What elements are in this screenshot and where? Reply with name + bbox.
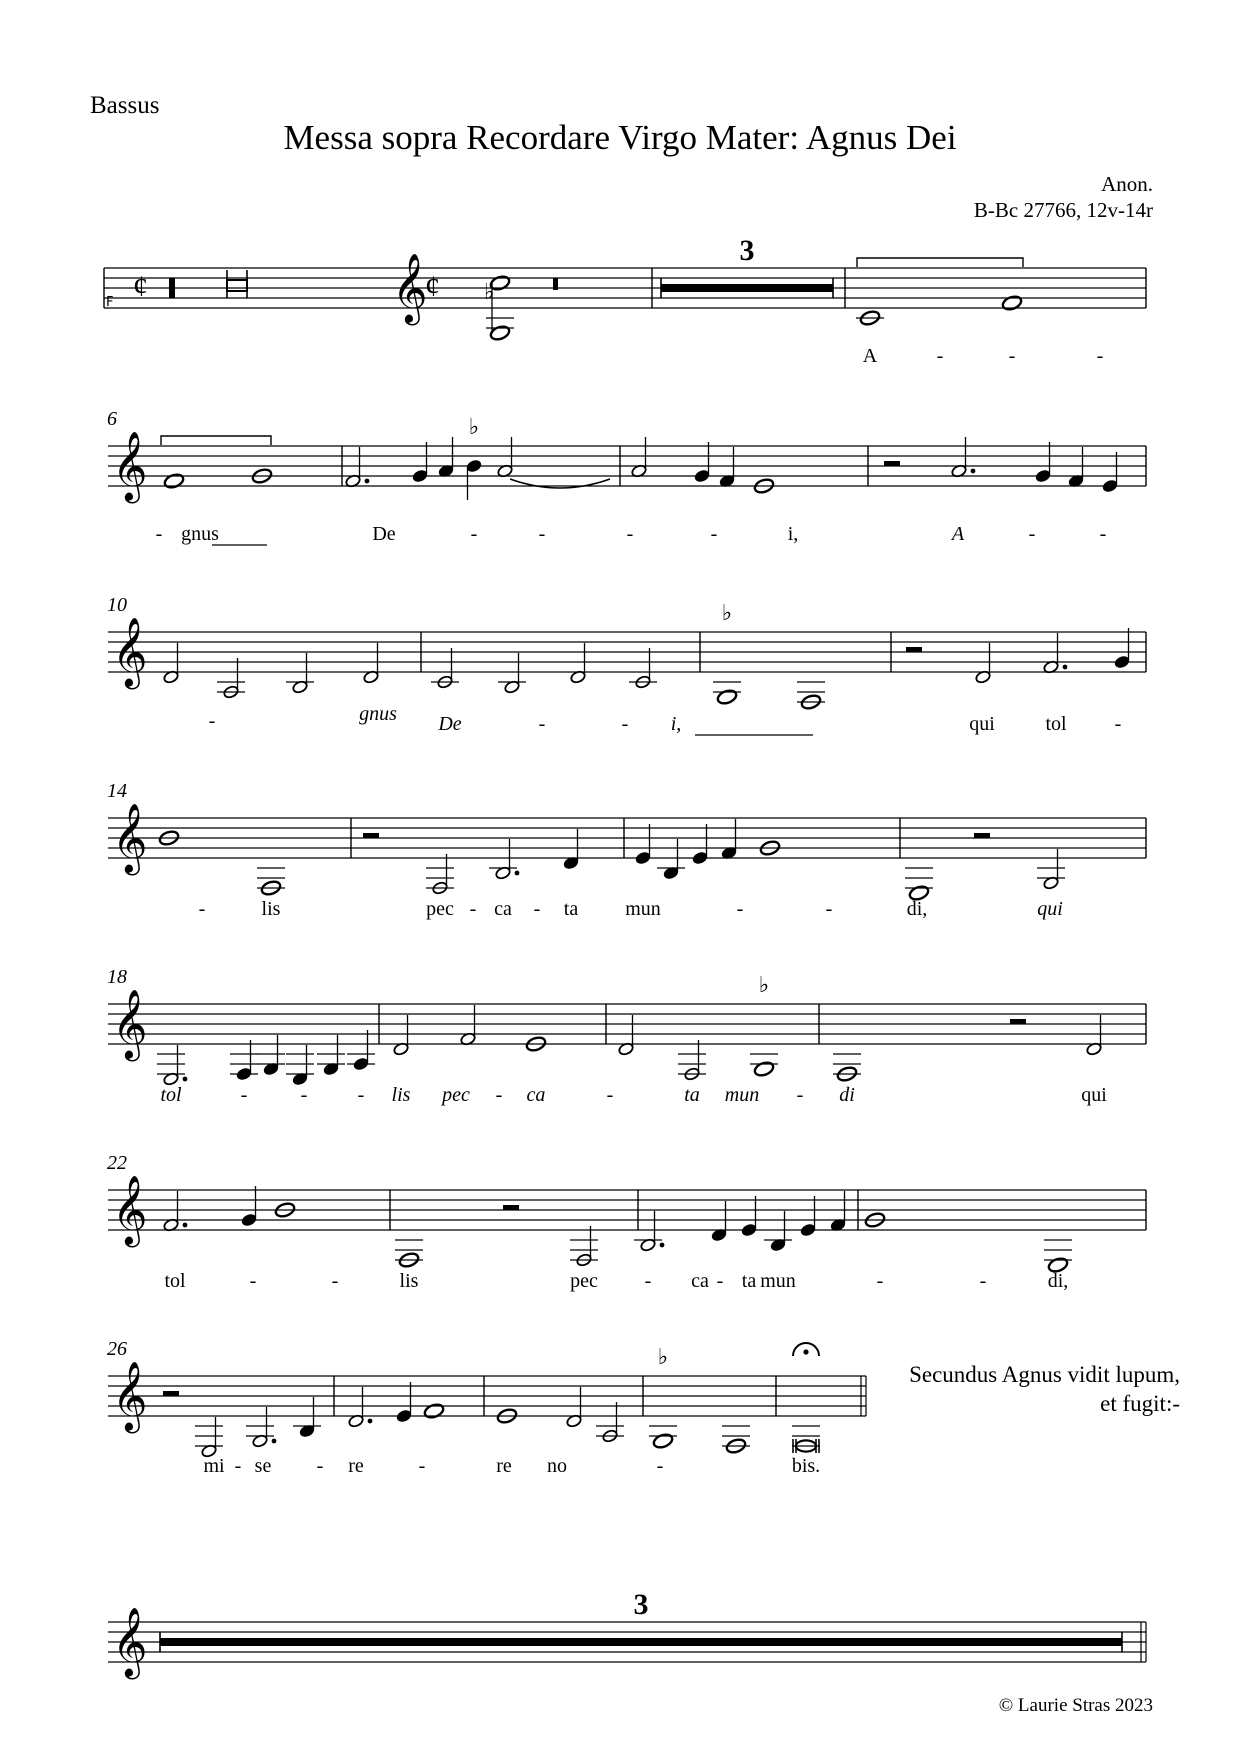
measure-number: 14 [107,780,127,802]
augmentation-dot [183,1077,188,1082]
lyric-syllable: tol [1045,713,1067,735]
lyric-syllable: - [710,523,718,545]
lyric-syllable: - [538,713,546,735]
lyric-syllable: di [839,1084,855,1106]
treble-clef: 𝄞 [112,803,148,873]
whole-note [716,688,738,705]
measure-number: 10 [107,594,127,616]
whole-note [753,1060,775,1077]
lyric-syllable: - [606,1084,614,1106]
treble-clef: 𝄞 [112,1361,148,1431]
half-rest [1010,1019,1026,1024]
half-rest [163,1391,179,1396]
treble-clef: 𝄞 [112,1175,148,1245]
flat-sign: ♭ [484,280,495,305]
half-rest [503,1205,519,1210]
half-rest [906,647,922,652]
time-signature: ¢ [133,270,148,303]
ligature-bracket [161,436,271,445]
measure-number: 18 [107,966,127,988]
incipit-rest [169,278,175,298]
whole-note [423,1402,445,1419]
treble-clef: 𝄞 [112,989,148,1059]
lyric-syllable: - [418,1455,426,1477]
whole-note [1001,294,1023,311]
lyric-syllable: - [316,1455,324,1477]
treble-clef: 𝄞 [112,1607,148,1677]
treble-clef: 𝄞 [112,617,148,687]
multi-measure-rest [160,1638,1122,1646]
copyright: © Laurie Stras 2023 [998,1695,1153,1716]
lyric-syllable: mi [203,1455,225,1477]
multi-measure-rest [661,284,833,292]
lyric-syllable: - [1114,713,1122,735]
lyric-syllable: - [470,523,478,545]
lyric-syllable: - [331,1270,339,1292]
lyric-syllable: ta [741,1270,757,1292]
lyric-syllable: lis [391,1084,411,1106]
lyric-syllable: di, [906,898,928,920]
half-rest [884,461,900,466]
lyric-syllable: - [626,523,634,545]
measure-number: 26 [107,1338,127,1360]
half-rest [974,833,990,838]
source-reference: B-Bc 27766, 12v-14r [973,198,1153,222]
lyric-syllable: - [249,1270,257,1292]
lyric-syllable: - [736,898,744,920]
augmentation-dot [368,1419,373,1424]
lyric-syllable: ta [563,898,579,920]
breve-rest [553,278,558,290]
closing-note-line-1: Secundus Agnus vidit lupum, [909,1362,1180,1387]
lyric-syllable: - [300,1084,308,1106]
lyric-syllable: qui [1037,898,1063,920]
lyric-syllable: - [469,898,477,920]
lyric-syllable: - [796,1084,804,1106]
incipit-breve [227,280,247,291]
ficta-flat: ♭ [758,973,770,998]
treble-clef: 𝄞 [112,431,148,501]
lyric-syllable: A [951,523,965,545]
lyric-syllable: ca [691,1270,709,1292]
augmentation-dot [515,871,520,876]
lyric-syllable: - [621,713,629,735]
whole-note [163,472,185,489]
lyric-syllable: - [936,345,944,367]
lyric-syllable: - [538,523,546,545]
lyric-syllable: - [234,1455,242,1477]
lyric-syllable: gnus [359,703,397,725]
lyric-syllable: - [208,710,216,732]
fermata-dot [803,1349,808,1354]
measure-number: 22 [107,1152,127,1174]
lyric-syllable: - [644,1270,652,1292]
ligature-bracket [857,258,1023,267]
lyric-syllable: mun [760,1270,796,1292]
lyric-syllable: ca [494,898,512,920]
lyric-syllable: lis [399,1270,419,1292]
lyric-syllable: i, [787,523,799,545]
lyric-syllable: mun [625,898,661,920]
piece-title: Messa sopra Recordare Virgo Mater: Agnus Dei [283,118,957,157]
lyric-syllable: - [825,898,833,920]
lyric-syllable: tol [164,1270,186,1292]
half-rest [363,833,379,838]
augmentation-dot [1063,665,1068,670]
whole-note [652,1432,674,1449]
lyric-syllable: ca [526,1084,546,1106]
ficta-flat: ♭ [721,601,733,626]
lyric-syllable: - [656,1455,664,1477]
lyric-syllable: De [372,523,396,545]
lyric-syllable: pec [426,898,454,920]
lyric-syllable: pec [442,1084,470,1106]
lyric-syllable: di, [1047,1270,1069,1292]
lyric-syllable: - [357,1084,365,1106]
lyric-syllable: - [979,1270,987,1292]
augmentation-dot [971,469,976,474]
ficta-flat: ♭ [657,1345,669,1370]
lyric-syllable: - [1008,345,1016,367]
multi-rest-count: 3 [633,1588,649,1621]
lyric-syllable: se [254,1455,272,1477]
lyric-syllable: no [547,1455,567,1477]
lyric-syllable: A [862,345,878,367]
lyric-syllable: - [716,1270,724,1292]
lyric-syllable: pec [570,1270,598,1292]
multi-rest-count: 3 [739,234,755,267]
lyric-syllable: i, [670,713,682,735]
lyric-syllable: re [348,1455,364,1477]
lyric-syllable: - [155,523,163,545]
lyric-syllable: lis [261,898,281,920]
ficta-flat: ♭ [468,415,480,440]
lyric-syllable: mun [724,1084,760,1106]
lyric-syllable: - [495,1084,503,1106]
lyric-syllable: qui [969,713,995,735]
lyric-syllable: - [1099,523,1107,545]
time-signature: ¢ [425,270,440,303]
incipit-clef: F [106,295,114,310]
lyric-syllable: re [496,1455,512,1477]
augmentation-dot [365,479,370,484]
lyric-syllable: - [1028,523,1036,545]
augmentation-dot [183,1223,188,1228]
part-name: Bassus [90,92,160,119]
lyric-syllable: - [533,898,541,920]
lyric-syllable: tol [160,1084,182,1106]
composer: Anon. [1101,172,1153,196]
lyric-syllable: - [876,1270,884,1292]
lyric-syllable: ta [684,1084,700,1106]
augmentation-dot [660,1243,665,1248]
lyric-syllable: - [198,898,206,920]
measure-number: 6 [107,408,117,430]
closing-note-line-2: et fugit:- [1100,1391,1180,1416]
lyric-syllable: gnus [181,523,219,545]
tie [510,479,610,488]
treble-clef: 𝄞 [392,253,428,323]
lyric-syllable: qui [1081,1084,1107,1106]
lyric-syllable: De [438,713,462,735]
lyric-syllable: - [1096,345,1104,367]
lyric-syllable: bis. [791,1455,821,1477]
lyric-syllable: - [240,1084,248,1106]
augmentation-dot [272,1439,277,1444]
